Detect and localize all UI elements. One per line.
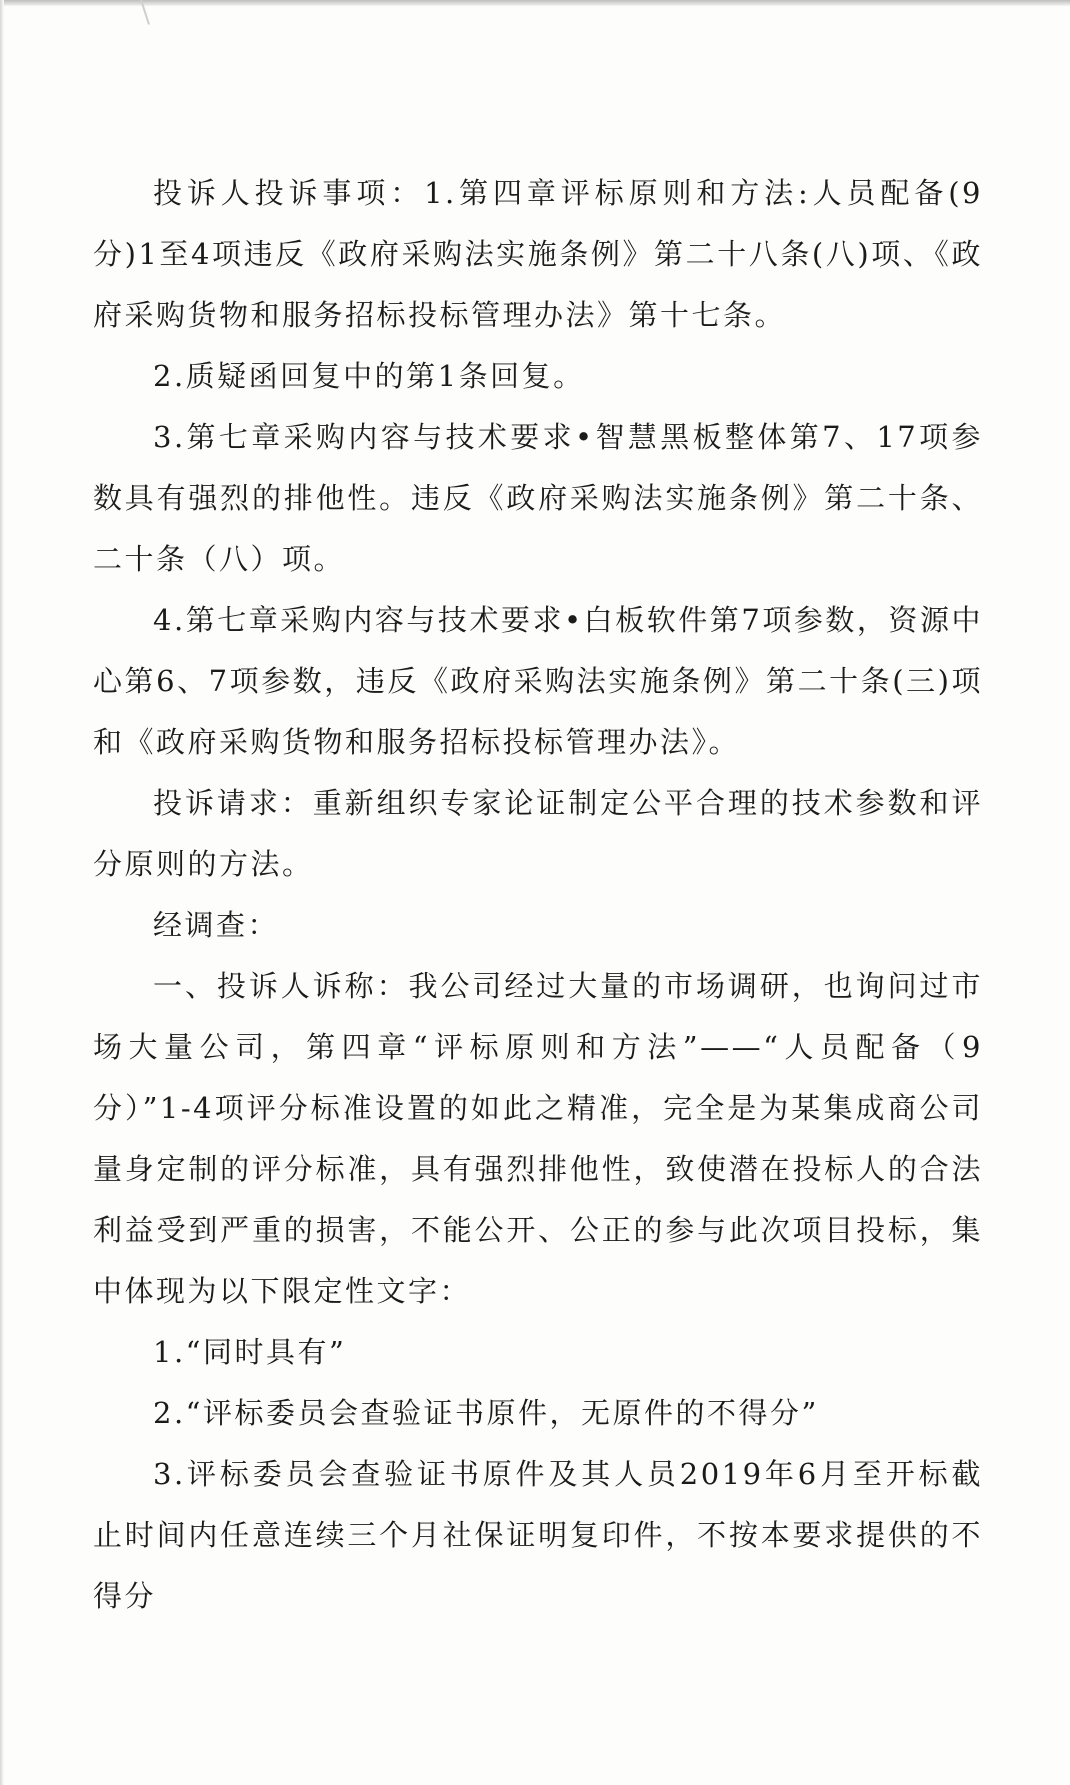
paragraph-complaint-items: 投诉人投诉事项：1.第四章评标原则和方法:人员配备(9分)1至4项违反《政府采购法实施条例》第二十八条(八)项、《政府采购货物和服务招标投标管理办法》第十七条。: [93, 176, 983, 332]
paragraph-item-4: 4.第七章采购内容与技术要求•白板软件第7项参数，资源中心第6、7项参数，违反《政府采购法实施条例》第二十条(三)项和《政府采购货物和服务招标投标管理办法》。: [93, 603, 983, 759]
paragraph-restriction-2: 2.“评标委员会查验证书原件，无原件的不得分”: [153, 1396, 819, 1430]
paragraph-complainant-statement: 一、投诉人诉称：我公司经过大量的市场调研，也询问过市场大量公司，第四章“评标原则和方法”——“人员配备（9分）”1-4项评分标准设置的如此之精准，完全是为某集成商公司量身定制的评分标准，具有强烈排他性，致使潜在投标人的合法利益受到严重的损害，不能公开、公正的参与此次项目投标，集中体现为以下限定性文字：: [93, 969, 983, 1308]
paragraph-complaint-request: 投诉请求：重新组织专家论证制定公平合理的技术参数和评分原则的方法。: [93, 786, 983, 881]
page-left-edge: [0, 0, 4, 1785]
paragraph-item-2: 2.质疑函回复中的第1条回复。: [153, 359, 585, 393]
paragraph-restriction-1: 1.“同时具有”: [153, 1335, 347, 1369]
page-top-edge: [0, 0, 1070, 6]
paragraph-investigation-heading: 经调查：: [153, 908, 280, 942]
paragraph-item-3: 3.第七章采购内容与技术要求•智慧黑板整体第7、17项参数具有强烈的排他性。违反《政府采购法实施条例》第二十条、二十条（八）项。: [93, 420, 983, 576]
document-body: [93, 163, 983, 1627]
paragraph-restriction-3: 3.评标委员会查验证书原件及其人员2019年6月至开标截止时间内任意连续三个月社保证明复印件，不按本要求提供的不得分: [93, 1457, 983, 1613]
